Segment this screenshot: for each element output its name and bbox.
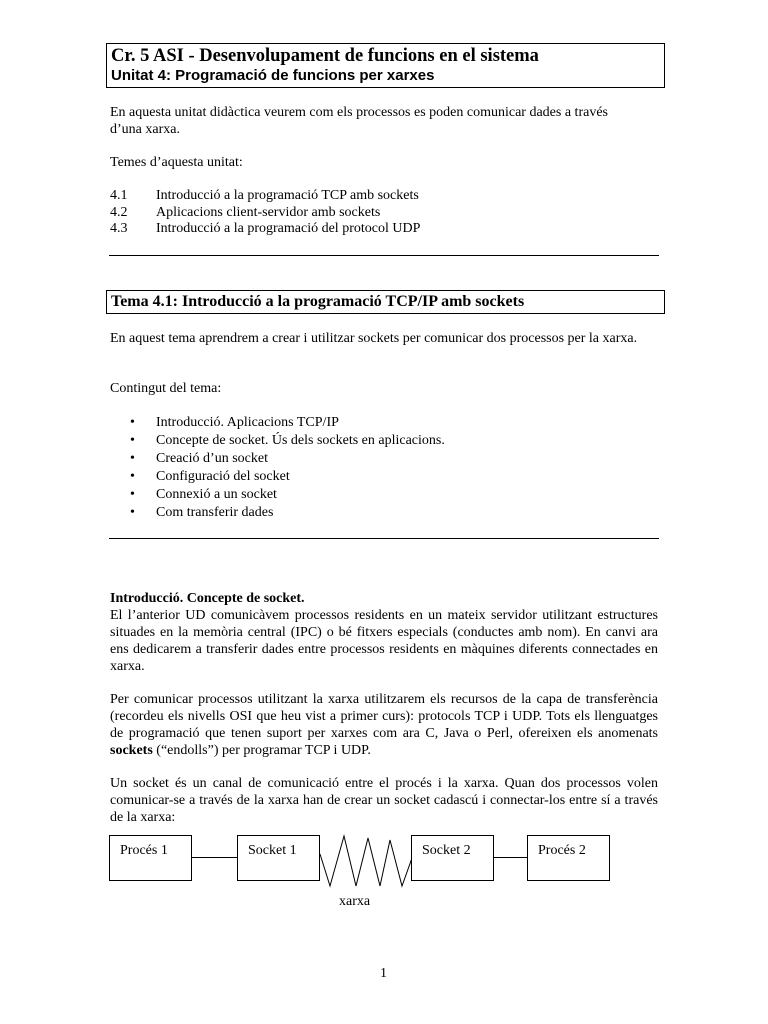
- intro-paragraph: En aquesta unitat didàctica veurem com els processos es poden comunicar dades a través d’una xarxa.: [110, 105, 608, 137]
- network-label: xarxa: [339, 894, 371, 909]
- section-paragraph-3: Un socket és un canal de comunicació entre el procés i la xarxa. Quan dos processos volen comunicar-se a través de la xarxa han de crear un socket cadascú i connectar-los entre sí a través de la xarxa:: [110, 776, 658, 825]
- topic-item: [110, 205, 420, 222]
- divider: [109, 538, 659, 539]
- topic-number: 4.2: [110, 204, 128, 220]
- topic-number: 4.3: [110, 221, 128, 236]
- topic-number: 4.1: [110, 188, 128, 203]
- bullet-dot: •: [130, 451, 135, 466]
- content-bullets: [110, 414, 445, 522]
- topics-list: [110, 188, 420, 238]
- bullet-dot: •: [130, 433, 135, 448]
- bullet-item: • Connexió a un socket: [130, 487, 277, 502]
- section-heading: Introducció. Concepte de socket.: [110, 591, 305, 606]
- bullet-dot: •: [130, 415, 135, 430]
- page-number: 1: [380, 966, 387, 981]
- bullet-dot: •: [130, 505, 135, 520]
- header-box: [106, 43, 665, 88]
- topic-text: Introducció a la programació TCP amb sockets: [156, 188, 419, 203]
- bullet-item: • Concepte de socket. Ús dels sockets en aplicacions.: [130, 433, 445, 448]
- topic-item: [110, 221, 420, 238]
- topic-text: Introducció a la programació del protocol UDP: [156, 221, 421, 236]
- process-2-box: Procés 2: [527, 835, 610, 881]
- sockets-term: sockets: [110, 743, 153, 758]
- tema-title-box: [106, 290, 665, 314]
- tema-title: Tema 4.1: Introducció a la programació TCP/IP amb sockets: [111, 293, 525, 310]
- socket-2-box: Socket 2: [411, 835, 494, 881]
- bullet-dot: •: [130, 487, 135, 502]
- document-subtitle: Unitat 4: Programació de funcions per xarxes: [111, 67, 435, 84]
- divider: [109, 255, 659, 256]
- bullet-item: • Com transferir dades: [130, 505, 274, 520]
- process-1-box: Procés 1: [109, 835, 192, 881]
- link-line: [494, 857, 527, 858]
- topic-item: [110, 188, 420, 205]
- link-line: [192, 857, 237, 858]
- section-paragraph-1: El l’anterior UD comunicàvem processos residents en un mateix servidor utilitzant estructures situades en la memòria central (IPC) o bé fitxers especials (conductes amb nom). En canvi ara ens dedicarem a transferir dades entre processos residents en màquines diferents connectades en xarxa.: [110, 608, 658, 674]
- network-zigzag-icon: [320, 832, 412, 890]
- bullet-dot: •: [130, 469, 135, 484]
- tema-paragraph: En aquest tema aprendrem a crear i utilitzar sockets per comunicar dos processos per la xarxa.: [110, 331, 638, 346]
- bullet-item: • Configuració del socket: [130, 469, 290, 484]
- bullet-item: • Creació d’un socket: [130, 451, 268, 466]
- section-paragraph-2: Per comunicar processos utilitzant la xarxa utilitzarem els recursos de la capa de transferència (recordeu els nivells OSI que heu vist a primer curs): protocols TCP i UDP. Tots els llenguatges de programació que tenen suport per xarxes com ara C, Java o Perl, ofereixen els anomenats sockets (“endolls”) per programar TCP i UDP.: [110, 692, 658, 758]
- bullet-item: • Introducció. Aplicacions TCP/IP: [130, 415, 339, 430]
- socket-1-box: Socket 1: [237, 835, 320, 881]
- content-label: Contingut del tema:: [110, 381, 222, 396]
- topics-label: Temes d’aquesta unitat:: [110, 155, 243, 170]
- document-title: Cr. 5 ASI - Desenvolupament de funcions en el sistema: [111, 46, 539, 66]
- topic-text: Aplicacions client-servidor amb sockets: [156, 204, 381, 220]
